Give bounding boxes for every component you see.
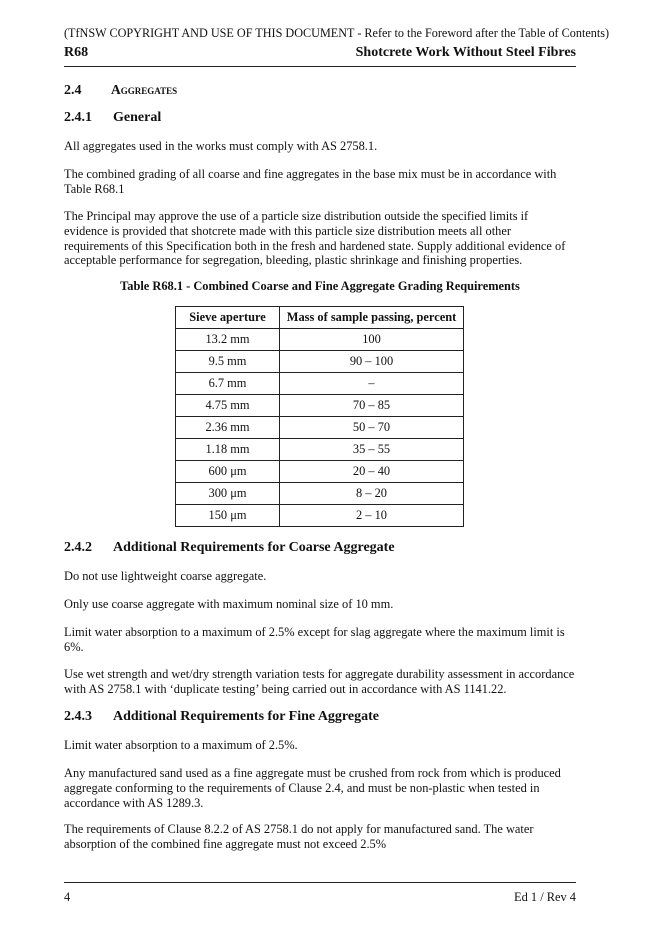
text-line: Any manufactured sand used as a fine aggregate must be crushed from rock from which is produced xyxy=(64,766,561,780)
passing-cell: – xyxy=(280,373,464,395)
sieve-cell: 1.18 mm xyxy=(176,439,280,461)
text-line: with AS 2758.1 with ‘duplicate testing’ being carried out in accordance with AS 1141.22. xyxy=(64,681,507,696)
table-row xyxy=(176,417,464,439)
text-line: aggregate conforming to the requirements of Clause 2.4, and must be non-plastic when tested in xyxy=(64,780,540,795)
text-line: The combined grading of all coarse and fine aggregates in the base mix must be in accordance with xyxy=(64,167,557,181)
table-row xyxy=(176,373,464,395)
table-caption: Table R68.1 - Combined Coarse and Fine Aggregate Grading Requirements xyxy=(120,279,520,293)
text-line: accordance with AS 1289.3. xyxy=(64,795,204,810)
paragraph xyxy=(64,597,576,612)
text-line: evidence is provided that shotcrete made with this particle size distribution meets all other xyxy=(64,223,511,238)
copyright-notice: (TfNSW COPYRIGHT AND USE OF THIS DOCUMENT - Refer to the Foreword after the Table of Contents) xyxy=(64,26,610,40)
text-line: acceptable performance for segregation, bleeding, plastic shrinkage and finishing properties. xyxy=(64,253,523,268)
sieve-cell: 4.75 mm xyxy=(176,395,280,417)
paragraph xyxy=(64,822,576,852)
text-line: Only use coarse aggregate with maximum nominal size of 10 mm. xyxy=(64,597,394,611)
sieve-cell: 300 μm xyxy=(176,483,280,505)
paragraph xyxy=(64,569,576,584)
subsection-heading-fine xyxy=(64,709,379,725)
section-heading xyxy=(64,82,177,99)
text-line: Limit water absorption to a maximum of 2.5%. xyxy=(64,738,298,752)
column-header: Mass of sample passing, percent xyxy=(280,307,464,329)
subsection-title: Additional Requirements for Coarse Aggregate xyxy=(113,540,395,555)
sieve-cell: 150 μm xyxy=(176,505,280,527)
subsection-title: General xyxy=(113,110,162,125)
passing-cell: 70 – 85 xyxy=(280,395,464,417)
table-row xyxy=(176,329,464,351)
sieve-cell: 600 μm xyxy=(176,461,280,483)
footer-rule xyxy=(64,882,576,883)
text-line: Use wet strength and wet/dry strength variation tests for aggregate durability assessment in accordance xyxy=(64,667,575,681)
sieve-cell: 9.5 mm xyxy=(176,351,280,373)
paragraph xyxy=(64,766,576,810)
column-header: Sieve aperture xyxy=(176,307,280,329)
text-line: requirements of this Specification both in the fresh and hardened state. Supply additional evidence of xyxy=(64,238,566,253)
grading-table xyxy=(175,306,464,527)
passing-cell: 90 – 100 xyxy=(280,351,464,373)
sieve-cell: 2.36 mm xyxy=(176,417,280,439)
table-row xyxy=(176,395,464,417)
subsection-title: Additional Requirements for Fine Aggregate xyxy=(113,709,379,724)
running-header xyxy=(64,45,576,65)
subsection-heading-general xyxy=(64,110,161,126)
text-line: Table R68.1 xyxy=(64,181,125,196)
doc-title: Shotcrete Work Without Steel Fibres xyxy=(355,45,576,60)
passing-cell: 20 – 40 xyxy=(280,461,464,483)
paragraph xyxy=(64,139,576,154)
table-row xyxy=(176,461,464,483)
paragraph xyxy=(64,209,576,268)
paragraph xyxy=(64,167,576,197)
subsection-heading-coarse xyxy=(64,540,395,556)
subsection-number: 2.4.3 xyxy=(64,709,92,724)
text-line: All aggregates used in the works must comply with AS 2758.1. xyxy=(64,139,378,153)
sieve-cell: 13.2 mm xyxy=(176,329,280,351)
text-line: The requirements of Clause 8.2.2 of AS 2758.1 do not apply for manufactured sand. The water xyxy=(64,822,534,836)
section-title: Aggregates xyxy=(111,82,178,97)
passing-cell: 35 – 55 xyxy=(280,439,464,461)
text-line: The Principal may approve the use of a particle size distribution outside the specified limits if xyxy=(64,209,529,223)
paragraph xyxy=(64,667,576,697)
edition-label: Ed 1 / Rev 4 xyxy=(514,890,576,904)
page-number: 4 xyxy=(64,890,71,904)
subsection-number: 2.4.2 xyxy=(64,540,92,555)
table-header-row xyxy=(176,307,464,329)
text-line: Limit water absorption to a maximum of 2.5% except for slag aggregate where the maximum limit is xyxy=(64,625,565,639)
passing-cell: 8 – 20 xyxy=(280,483,464,505)
sieve-cell: 6.7 mm xyxy=(176,373,280,395)
header-rule xyxy=(64,66,576,67)
table-row xyxy=(176,505,464,527)
paragraph xyxy=(64,625,576,655)
subsection-number: 2.4.1 xyxy=(64,110,92,125)
section-number: 2.4 xyxy=(64,83,82,98)
passing-cell: 100 xyxy=(280,329,464,351)
doc-code: R68 xyxy=(64,45,89,60)
paragraph xyxy=(64,738,576,753)
text-line: 6%. xyxy=(64,639,84,654)
passing-cell: 2 – 10 xyxy=(280,505,464,527)
table-row xyxy=(176,439,464,461)
table-row xyxy=(176,351,464,373)
text-line: Do not use lightweight coarse aggregate. xyxy=(64,569,267,583)
text-line: absorption of the combined fine aggregate must not exceed 2.5% xyxy=(64,836,387,851)
passing-cell: 50 – 70 xyxy=(280,417,464,439)
table-row xyxy=(176,483,464,505)
